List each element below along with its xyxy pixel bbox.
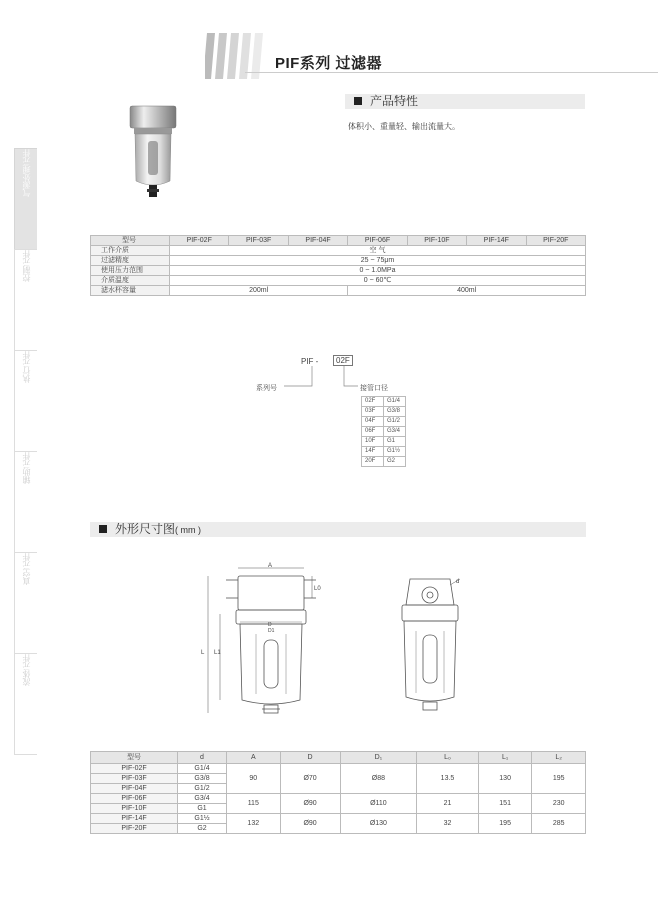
spec-row-value: 0 ~ 60℃ <box>170 276 586 286</box>
port-size-label: 接管口径 <box>360 385 388 392</box>
dim-A-cell: 132 <box>227 814 281 834</box>
dim-D-cell: Ø70 <box>280 764 340 794</box>
dim-table-row <box>91 794 586 804</box>
port-size-table <box>361 396 406 467</box>
dim-port-cell: G1 <box>178 804 227 814</box>
dim-D1-cell: Ø88 <box>340 764 417 794</box>
dim-D1-label: D1 <box>268 628 275 634</box>
dim-L2-cell: 230 <box>532 794 586 814</box>
spec-row <box>91 276 586 286</box>
spec-bowl-small: 200ml <box>170 286 348 296</box>
dim-model-cell: PIF-14F <box>91 814 178 824</box>
spec-row <box>91 256 586 266</box>
dimension-table <box>90 751 586 834</box>
size-row: 14F G1½ <box>362 447 406 457</box>
size-row: 03F G3/8 <box>362 407 406 417</box>
dim-header-cell: D <box>280 752 340 764</box>
dim-header-cell: D₁ <box>340 752 417 764</box>
product-photo <box>128 103 178 203</box>
dim-A-cell: 115 <box>227 794 281 814</box>
dim-D-cell: Ø90 <box>280 794 340 814</box>
spec-row-value: 0 ~ 1.0MPa <box>170 266 586 276</box>
dim-model-cell: PIF-04F <box>91 784 178 794</box>
spec-row <box>91 286 586 296</box>
side-tab-control[interactable]: 控制元件 <box>14 249 37 351</box>
spec-model-cell: PIF-04F <box>288 236 347 246</box>
dim-table-row <box>91 764 586 774</box>
dim-port-cell: G1½ <box>178 814 227 824</box>
side-tab-vacuum[interactable]: 真空元件 <box>14 552 37 654</box>
dim-port-cell: G1/2 <box>178 784 227 794</box>
dim-L-label: L <box>201 650 205 656</box>
dim-port-cell: G3/8 <box>178 774 227 784</box>
dim-header-cell: L₁ <box>478 752 532 764</box>
size-row: 20F G2 <box>362 457 406 467</box>
dim-D1-cell: Ø130 <box>340 814 417 834</box>
dim-header-cell: d <box>178 752 227 764</box>
spec-model-cell: PIF-02F <box>170 236 229 246</box>
spec-row-label: 滤水杯容量 <box>91 286 170 296</box>
dim-header-cell: 型号 <box>91 752 178 764</box>
spec-table-header-row <box>91 236 586 246</box>
dimension-heading: 外形尺寸图( mm ) <box>90 522 586 537</box>
dim-D1-cell: Ø110 <box>340 794 417 814</box>
page-title: PIF系列 过滤器 <box>275 55 383 72</box>
spec-model-cell: PIF-06F <box>348 236 407 246</box>
spec-model-cell: PIF-14F <box>467 236 526 246</box>
features-text: 体积小、重量轻、输出流量大。 <box>348 122 460 131</box>
heading-square-icon <box>354 97 362 105</box>
spec-row-value: 空 气 <box>170 246 586 256</box>
dim-L1-cell: 130 <box>478 764 532 794</box>
size-row: 10F G1 <box>362 437 406 447</box>
side-tab-accessory[interactable]: 辅助元件 <box>14 451 37 553</box>
spec-row-label: 介质温度 <box>91 276 170 286</box>
spec-row-label: 过滤精度 <box>91 256 170 266</box>
order-code-box: 02F <box>333 355 353 366</box>
dim-table-row <box>91 814 586 824</box>
dim-L2-cell: 195 <box>532 764 586 794</box>
dim-L1-label: L1 <box>214 650 221 656</box>
dim-D-label: D <box>268 622 272 628</box>
spec-model-cell: PIF-20F <box>526 236 585 246</box>
front-view-drawing <box>196 562 330 722</box>
dim-model-cell: PIF-03F <box>91 774 178 784</box>
size-row: 02F G1/4 <box>362 397 406 407</box>
dim-d-label: d <box>456 579 460 585</box>
dim-L0-cell: 32 <box>417 814 479 834</box>
side-tab-air-preparation[interactable]: 气源处理元件 <box>14 148 37 250</box>
dim-model-cell: PIF-06F <box>91 794 178 804</box>
dim-L0-cell: 13.5 <box>417 764 479 794</box>
side-tab-fluid[interactable]: 流体元件 <box>14 653 37 755</box>
dim-L0-label: L0 <box>314 586 321 592</box>
spec-row-label: 工作介质 <box>91 246 170 256</box>
spec-model-cell: PIF-10F <box>407 236 466 246</box>
spec-row-value: 25 ~ 75μm <box>170 256 586 266</box>
spec-table <box>90 235 586 296</box>
dim-model-cell: PIF-10F <box>91 804 178 814</box>
spec-row-label: 使用压力范围 <box>91 266 170 276</box>
dim-port-cell: G2 <box>178 824 227 834</box>
dim-A-cell: 90 <box>227 764 281 794</box>
header-divider <box>245 72 658 73</box>
dim-L1-cell: 195 <box>478 814 532 834</box>
features-heading: 产品特性 <box>345 94 585 109</box>
size-row: 06F G3/4 <box>362 427 406 437</box>
side-view-drawing <box>392 575 472 720</box>
dim-table-header <box>91 752 586 764</box>
dim-model-cell: PIF-20F <box>91 824 178 834</box>
dim-L0-cell: 21 <box>417 794 479 814</box>
dim-L1-cell: 151 <box>478 794 532 814</box>
dim-header-cell: L₂ <box>532 752 586 764</box>
dim-A-label: A <box>268 563 273 569</box>
dim-header-cell: A <box>227 752 281 764</box>
dim-header-cell: L₀ <box>417 752 479 764</box>
dim-L2-cell: 285 <box>532 814 586 834</box>
side-tab-actuator[interactable]: 执行元件 <box>14 350 37 452</box>
spec-model-label: 型号 <box>91 236 170 246</box>
order-code-prefix: PIF - <box>301 357 319 366</box>
size-row: 04F G1/2 <box>362 417 406 427</box>
spec-model-cell: PIF-03F <box>229 236 288 246</box>
spec-row <box>91 246 586 256</box>
spec-row <box>91 266 586 276</box>
dim-port-cell: G1/4 <box>178 764 227 774</box>
spec-bowl-large: 400ml <box>348 286 586 296</box>
heading-square-icon <box>99 525 107 533</box>
dim-D-cell: Ø90 <box>280 814 340 834</box>
series-label: 系列号 <box>256 385 277 392</box>
dim-model-cell: PIF-02F <box>91 764 178 774</box>
dim-port-cell: G3/4 <box>178 794 227 804</box>
